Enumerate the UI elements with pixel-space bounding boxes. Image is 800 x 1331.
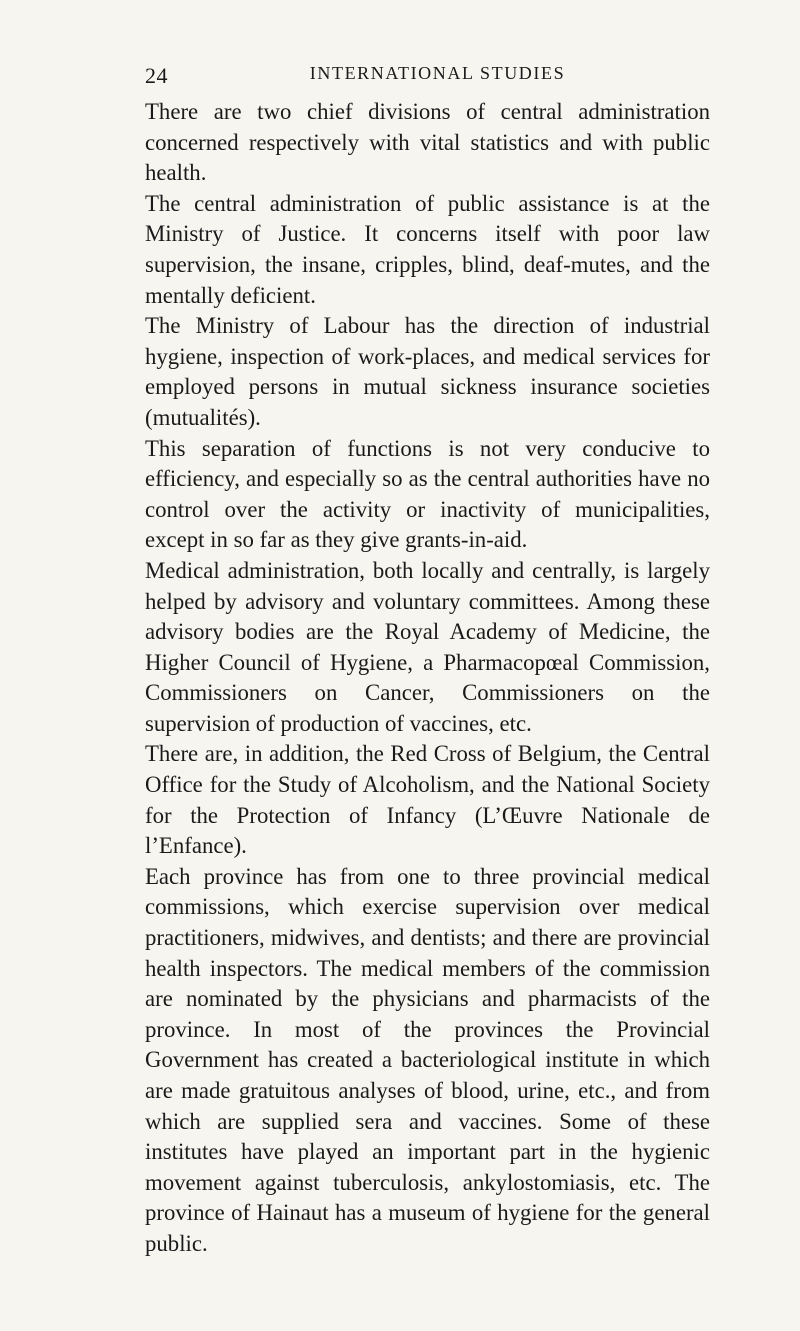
- paragraph-public-assistance: The central administration of public assistance is at the Ministry of Justice. It concerns itself with poor law supervision, the insane, cripples, blind, deaf-mutes, and the mentally deficient.: [145, 190, 710, 308]
- paragraph-provincial-commissions: Each province has from one to three provincial medical commissions, which exercise supervision over medical practitioners, midwives, and dentists; and there are provincial health inspectors. The medical members of the commission are nominated by the physicians and pharmacists of the province. In most of the provinces the Provincial Government has created a bacteriological institute in which are made gratuitous analyses of blood, urine, etc., and from which are supplied sera and vaccines. Some of these institutes have played an important part in the hygienic movement against tuberculosis, ankylostomiasis, etc. The province of Hainaut has a museum of hygiene for the general public.: [145, 863, 710, 1256]
- paragraph-red-cross: There are, in addition, the Red Cross of Belgium, the Central Office for the Study of Alcoholism, and the National Society for the Protection of Infancy (L’Œuvre Nationale de l’Enfance).: [145, 741, 710, 859]
- paragraph-advisory-committees: Medical administration, both locally and centrally, is largely helped by advisory and voluntary committees. Among these advisory bodies are the Royal Academy of Medicine, the Higher Council of Hygiene, a Pharmacopœal Commission, Commissioners on Cancer, Commissioners on the supervision of production of vaccines, etc.: [145, 557, 710, 736]
- running-header: [145, 63, 710, 89]
- paragraph-ministry-of-labour: The Ministry of Labour has the direction of industrial hygiene, inspection of work-places, and medical services for employed persons in mutual sickness insurance societies (mutualités).: [145, 313, 710, 430]
- paragraph-central-divisions: There are two chief divisions of central administration concerned respectively with vital statistics and with public health.: [145, 99, 710, 186]
- running-title: INTERNATIONAL STUDIES: [309, 63, 566, 83]
- page-number: 24: [145, 63, 168, 88]
- body-text: [145, 97, 710, 1260]
- paragraph-separation-of-functions: This separation of functions is not very conducive to efficiency, and especially so as the central authorities have no control over the activity or inactivity of municipalities, except in so far as they give grants-in-aid.: [145, 435, 710, 553]
